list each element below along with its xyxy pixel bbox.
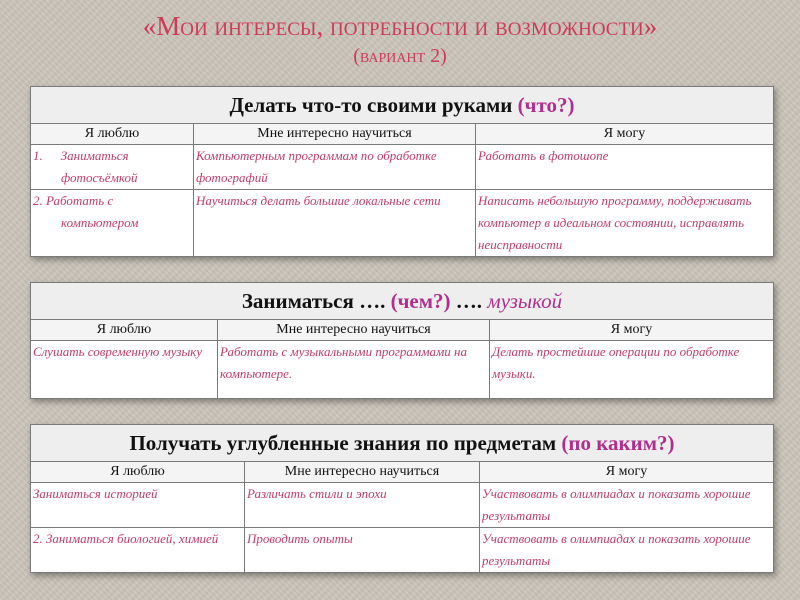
table-row — [31, 528, 774, 573]
column-header-love: Я люблю — [31, 320, 218, 341]
heading-accent: (чем?) — [390, 288, 451, 313]
table-heading — [31, 283, 774, 320]
heading-mid: …. — [450, 288, 488, 313]
column-header-can: Я могу — [476, 124, 774, 145]
table-row — [31, 483, 774, 528]
table-subjects — [30, 424, 774, 573]
cell-learn: Проводить опыты — [245, 528, 480, 573]
column-header-can: Я могу — [480, 462, 774, 483]
column-header-love: Я люблю — [31, 124, 194, 145]
cell-can: Участвовать в олимпиадах и показать хорошие результаты — [480, 528, 774, 573]
column-header-learn: Мне интересно научиться — [245, 462, 480, 483]
cell-text-2: фотосъёмкой — [61, 170, 138, 185]
heading-main: Получать углубленные знания по предметам — [129, 430, 562, 455]
heading-accent: (что?) — [517, 92, 575, 117]
table-row — [31, 145, 774, 190]
cell-text-1: Заниматься — [60, 148, 129, 163]
heading-accent: (по каким?) — [561, 430, 675, 455]
cell-learn: Компьютерным программам по обработке фотографий — [194, 145, 476, 190]
cell-love: Слушать современную музыку — [31, 341, 218, 399]
column-header-learn: Мне интересно научиться — [194, 124, 476, 145]
list-number: 1. — [33, 148, 43, 163]
column-header-can: Я могу — [490, 320, 774, 341]
table-hands — [30, 86, 774, 257]
slide-title — [0, 10, 800, 69]
cell-love: 2. Заниматься биологией, химией — [31, 528, 245, 573]
cell-text-1: 2. Работать с — [33, 193, 114, 208]
heading-italic: музыкой — [487, 288, 563, 313]
table-music — [30, 282, 774, 399]
table-heading — [31, 425, 774, 462]
cell-can: Работать в фотошопе — [476, 145, 774, 190]
cell-learn: Работать с музыкальными программами на компьютере. — [218, 341, 490, 399]
column-header-love: Я люблю — [31, 462, 245, 483]
heading-main: Делать что-то своими руками — [229, 92, 518, 117]
title-line-1: «Мои интересы, потребности и возможности» — [142, 11, 658, 41]
cell-love — [31, 145, 194, 190]
cell-love — [31, 190, 194, 257]
table-row — [31, 190, 774, 257]
cell-can: Участвовать в олимпиадах и показать хорошие результаты — [480, 483, 774, 528]
table-heading — [31, 87, 774, 124]
column-header-learn: Мне интересно научиться — [218, 320, 490, 341]
table-row — [31, 341, 774, 399]
heading-main: Заниматься …. — [241, 288, 391, 313]
cell-love: Заниматься историей — [31, 483, 245, 528]
cell-learn: Научиться делать большие локальные сети — [194, 190, 476, 257]
cell-can: Написать небольшую программу, поддерживать компьютер в идеальном состоянии, исправлять неисправности — [476, 190, 774, 257]
cell-text-2: компьютером — [61, 215, 139, 230]
cell-can: Делать простейшие операции по обработке музыки. — [490, 341, 774, 399]
cell-learn: Различать стили и эпохи — [245, 483, 480, 528]
title-line-2: (вариант 2) — [353, 44, 447, 67]
